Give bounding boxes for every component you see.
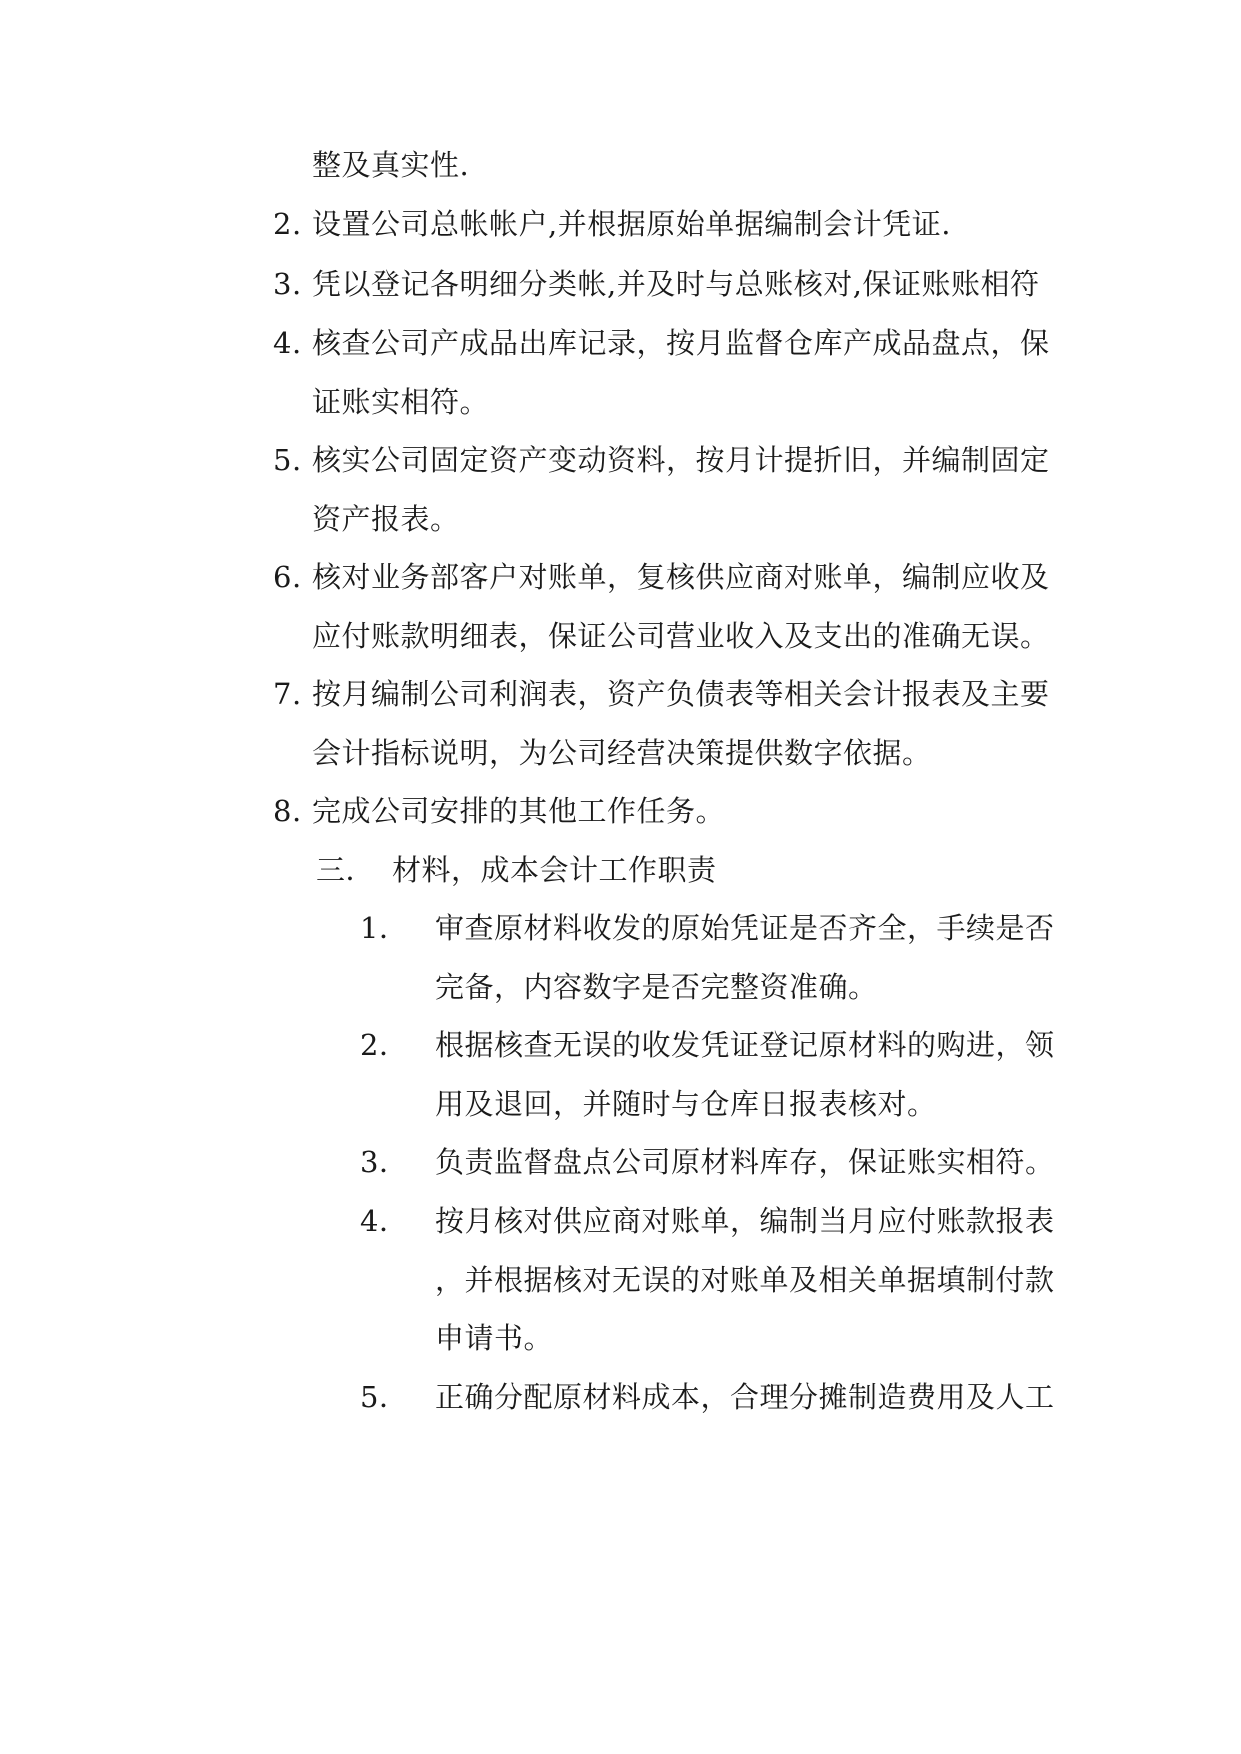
list-item-6-text: 核对业务部客户对账单，复核供应商对账单，编制应收及 bbox=[312, 560, 1050, 594]
list-item-5-text: 核实公司固定资产变动资料，按月计提折旧，并编制固定 bbox=[312, 443, 1050, 477]
list-item-7-text: 按月编制公司利润表，资产负债表等相关会计报表及主要 bbox=[312, 677, 1050, 711]
list-item-7-number: 7. bbox=[273, 677, 302, 711]
list-item-4-text: 核查公司产成品出库记录，按月监督仓库产成品盘点，保 bbox=[312, 326, 1050, 360]
section-3-item-1-continuation: 完备，内容数字是否完整资准确。 bbox=[435, 970, 878, 1004]
list-item-5-number: 5. bbox=[273, 443, 302, 477]
section-3-item-4-continuation-2: 申请书。 bbox=[435, 1321, 554, 1355]
list-item-2-number: 2. bbox=[273, 207, 302, 241]
section-3-number: 三． bbox=[316, 853, 376, 887]
section-3-item-5-text: 正确分配原材料成本，合理分摊制造费用及人工 bbox=[435, 1380, 1055, 1414]
list-item-5-continuation: 资产报表。 bbox=[312, 502, 460, 536]
section-3-item-4-text: 按月核对供应商对账单，编制当月应付账款报表 bbox=[435, 1204, 1055, 1238]
list-item-2-text: 设置公司总帐帐户,并根据原始单据编制会计凭证. bbox=[312, 207, 951, 241]
section-3-item-4-continuation: ，并根据核对无误的对账单及相关单据填制付款 bbox=[435, 1263, 1055, 1297]
section-3-item-3-text: 负责监督盘点公司原材料库存，保证账实相符。 bbox=[435, 1145, 1055, 1179]
list-item-6-number: 6. bbox=[273, 560, 302, 594]
list-item-4-number: 4. bbox=[273, 326, 302, 360]
section-3-item-1-number: 1． bbox=[360, 911, 409, 945]
list-item-8-number: 8. bbox=[273, 794, 302, 828]
section-3-item-4-number: 4． bbox=[360, 1204, 409, 1238]
list-item-1-continuation: 整及真实性. bbox=[312, 148, 470, 182]
section-3-item-2-number: 2． bbox=[360, 1028, 409, 1062]
section-3-item-1-text: 审查原材料收发的原始凭证是否齐全，手续是否 bbox=[435, 911, 1055, 945]
list-item-6-continuation: 应付账款明细表，保证公司营业收入及支出的准确无误。 bbox=[312, 619, 1050, 653]
list-item-8-text: 完成公司安排的其他工作任务。 bbox=[312, 794, 726, 828]
section-3-item-5-number: 5． bbox=[360, 1380, 409, 1414]
list-item-7-continuation: 会计指标说明，为公司经营决策提供数字依据。 bbox=[312, 736, 932, 770]
section-3-item-2-text: 根据核查无误的收发凭证登记原材料的购进，领 bbox=[435, 1028, 1055, 1062]
section-3-item-2-continuation: 用及退回，并随时与仓库日报表核对。 bbox=[435, 1087, 937, 1121]
list-item-3-text: 凭以登记各明细分类帐,并及时与总账核对,保证账账相符 bbox=[312, 267, 1040, 301]
section-3-item-3-number: 3． bbox=[360, 1145, 409, 1179]
section-3-heading: 材料，成本会计工作职责 bbox=[392, 853, 717, 887]
list-item-3-number: 3. bbox=[273, 267, 302, 301]
list-item-4-continuation: 证账实相符。 bbox=[312, 385, 490, 419]
